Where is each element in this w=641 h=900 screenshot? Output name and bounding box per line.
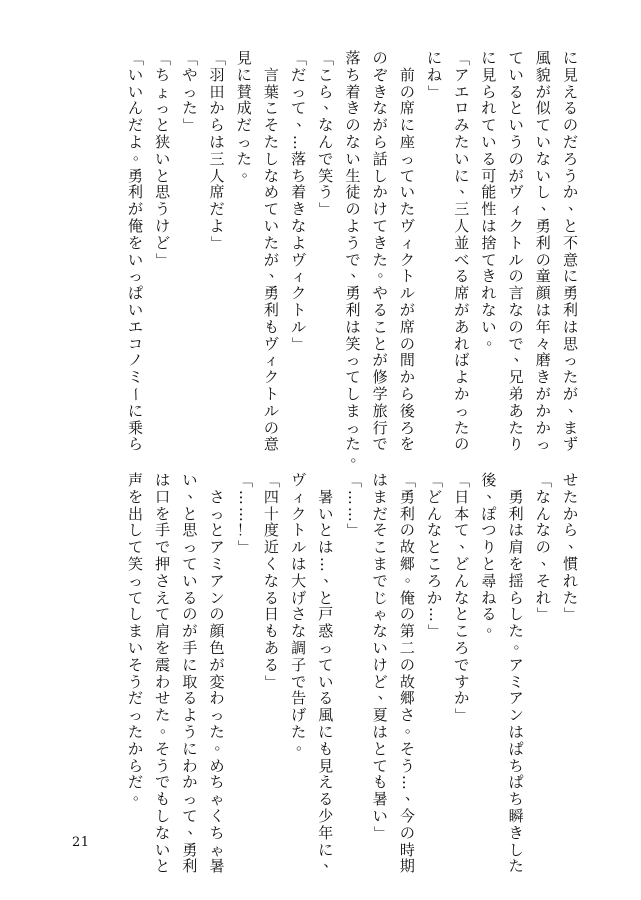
text-column: 暑 い と は … 、 と 戸 惑 っ て い る 風 に も 見 え る 少 年 に 、 — [317, 487, 339, 871]
text-column: に ね 」 — [425, 49, 444, 100]
text-column: 「 や っ た 」 — [181, 50, 200, 134]
text-column: に 見 ら れ て い る 可 能 性 は 捨 て き れ な い 。 — [481, 49, 502, 348]
text-column: 声 を 出 し て 笑 っ て し ま い そ う だ っ た か ら だ 。 — [127, 471, 148, 804]
text-column: せ た か ら 、 慣 れ た 」 — [561, 471, 583, 623]
text-column: 「 … … 」 — [344, 472, 363, 539]
text-column: 「 な ん な の 、 そ れ 」 — [534, 472, 556, 623]
text-column: 「 だ っ て 、 … 落 ち 着 き な よ ヴ ィ ク ト ル 」 — [290, 50, 312, 352]
text-column: 「 ど ん な と こ ろ か … 」 — [425, 472, 444, 640]
text-column: 言 葉 こ そ た し な め て い た が 、 勇 利 も ヴ ィ ク ト ル の 意 — [263, 65, 284, 454]
text-column: 風 貌 が 似 て い な い し 、 勇 利 の 童 顔 は 年 々 磨 き が か か っ — [535, 49, 556, 454]
text-column: 「 ち ょ っ と 狭 い と 思 う け ど 」 — [154, 50, 173, 268]
text-column: 前 の 席 に 座 っ て い た ヴ ィ ク ト ル が 席 の 間 か ら 後 ろ を — [399, 65, 415, 454]
text-column: 「 ア エ ロ み た い に 、 三 人 並 べ る 席 が あ れ ば よ か っ た の — [453, 50, 475, 454]
text-column: 「 羽 田 か ら は 三 人 席 だ よ 」 — [208, 50, 227, 251]
text-column: に 見 え る の だ ろ う か 、 と 不 意 に 勇 利 は 思 っ た が 、 ま ず — [562, 49, 583, 454]
text-column: て い る と い う の が ヴ ィ ク ト ル の 言 な の で 、 兄 弟 あ た り — [508, 49, 529, 454]
text-column: 見 に 賛 成 だ っ た 。 — [236, 49, 257, 180]
page-number: 21 — [72, 835, 90, 850]
text-column: は ま だ そ こ ま で じ ゃ な い け ど 、 夏 は と て も 暑 い 」 — [371, 471, 393, 841]
text-column: 「 こ ら 、 な ん で 笑 う 」 — [317, 50, 339, 218]
text-column: い 、 と 思 っ て い る の が 手 に 取 る よ う に わ か っ て 、 勇 利 — [182, 471, 203, 876]
text-column: 「 日 本 て 、 ど ん な と こ ろ で す か 」 — [453, 472, 475, 724]
text-column: 勇 利 は 肩 を 揺 ら し た 。 ア ミ ア ン は ぱ ち ぱ ち 瞬 き し た — [508, 487, 529, 876]
text-column: 「 四 十 度 近 く な る 日 も あ る 」 — [262, 472, 281, 690]
text-block-upper — [60, 49, 583, 466]
text-column: ヴ ィ ク ト ル は 大 げ さ な 調 子 で 告 げ た 。 — [291, 471, 312, 753]
text-column: 後 、 ぽ つ り と 尋 ね る 。 — [481, 471, 502, 636]
text-column: は 口 を 手 で 押 さ え て 肩 を 震 わ せ た 。 そ う で も し な い と — [155, 471, 176, 876]
text-column: 「 勇 利 の 故 郷 。 俺 の 第 二 の 故 郷 さ 。 そ う … 、 今 の 時 期 — [398, 472, 420, 876]
text-column: 落 ち 着 き の な い 生 徒 の よ う で 、 勇 利 は 笑 っ て し ま っ た 。 — [345, 49, 366, 466]
text-column: 「 … … ！ 」 — [235, 472, 254, 556]
text-column: さ っ と ア ミ ア ン の 顔 色 が 変 わ っ た 。 め ち ゃ く ち ゃ 暑 — [209, 487, 230, 876]
text-column: 「 い い ん だ よ 。 勇 利 が 俺 を い っ ぱ い エ コ ノ ミ ー に 乗 ら — [126, 50, 148, 454]
text-column: の ぞ き な が ら 話 し か け て き た 。 や る こ と が 修 学 旅 行 で — [372, 49, 393, 454]
